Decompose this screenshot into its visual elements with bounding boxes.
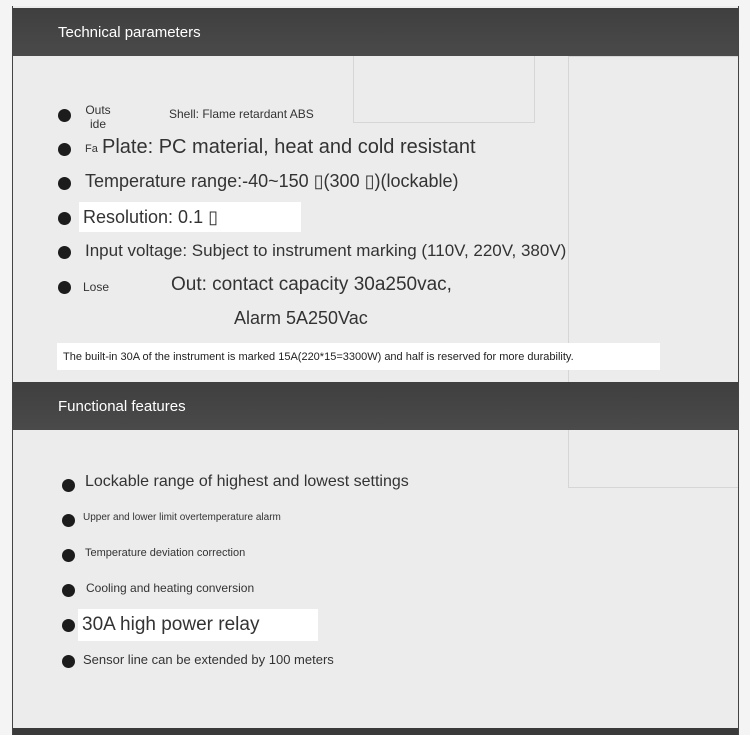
param-plate: Plate: PC material, heat and cold resistant bbox=[102, 136, 476, 158]
feature-deviation-correction: Temperature deviation correction bbox=[85, 547, 246, 559]
spec-sheet bbox=[12, 6, 739, 735]
bullet-icon bbox=[58, 109, 71, 122]
feature-cooling-heating: Cooling and heating conversion bbox=[86, 581, 255, 595]
bullet-icon bbox=[62, 619, 75, 632]
feature-sensor-line: Sensor line can be extended by 100 meters bbox=[83, 652, 334, 667]
feature-lockable-range: Lockable range of highest and lowest settings bbox=[85, 473, 409, 490]
technical-parameters-title: Technical parameters bbox=[58, 23, 201, 41]
bullet-icon bbox=[62, 584, 75, 597]
param-output-contact: Out: contact capacity 30a250vac, bbox=[171, 274, 452, 295]
bullet-icon bbox=[58, 281, 71, 294]
param-label-face: Fa bbox=[85, 143, 98, 155]
bullet-icon bbox=[58, 143, 71, 156]
feature-overtemperature-alarm: Upper and lower limit overtemperature alarm bbox=[83, 512, 281, 523]
param-temperature-range: Temperature range:-40~150 ▯(300 ▯)(lockable) bbox=[85, 171, 459, 191]
bullet-icon bbox=[58, 177, 71, 190]
technical-parameters-header bbox=[13, 8, 738, 56]
background-ghost-panel bbox=[353, 51, 535, 123]
param-output-alarm: Alarm 5A250Vac bbox=[234, 308, 368, 328]
param-resolution: Resolution: 0.1 ▯ bbox=[79, 202, 301, 232]
functional-features-title: Functional features bbox=[58, 397, 186, 415]
bullet-icon bbox=[58, 246, 71, 259]
bullet-icon bbox=[62, 655, 75, 668]
bullet-icon bbox=[62, 514, 75, 527]
param-label-outside: Outs ide bbox=[85, 103, 111, 131]
param-label-lose: Lose bbox=[83, 280, 110, 294]
bullet-icon bbox=[58, 212, 71, 225]
bullet-icon bbox=[62, 479, 75, 492]
param-input-voltage: Input voltage: Subject to instrument marking (110V, 220V, 380V) bbox=[85, 241, 567, 260]
param-shell: Shell: Flame retardant ABS bbox=[169, 107, 314, 121]
relay-note-text: The built-in 30A of the instrument is marked 15A(220*15=3300W) and half is reserved for more durability. bbox=[63, 350, 574, 363]
bottom-divider bbox=[13, 728, 738, 735]
functional-features-header bbox=[13, 382, 738, 430]
feature-high-power-relay: 30A high power relay bbox=[78, 609, 318, 641]
relay-note bbox=[57, 343, 660, 370]
bullet-icon bbox=[62, 549, 75, 562]
